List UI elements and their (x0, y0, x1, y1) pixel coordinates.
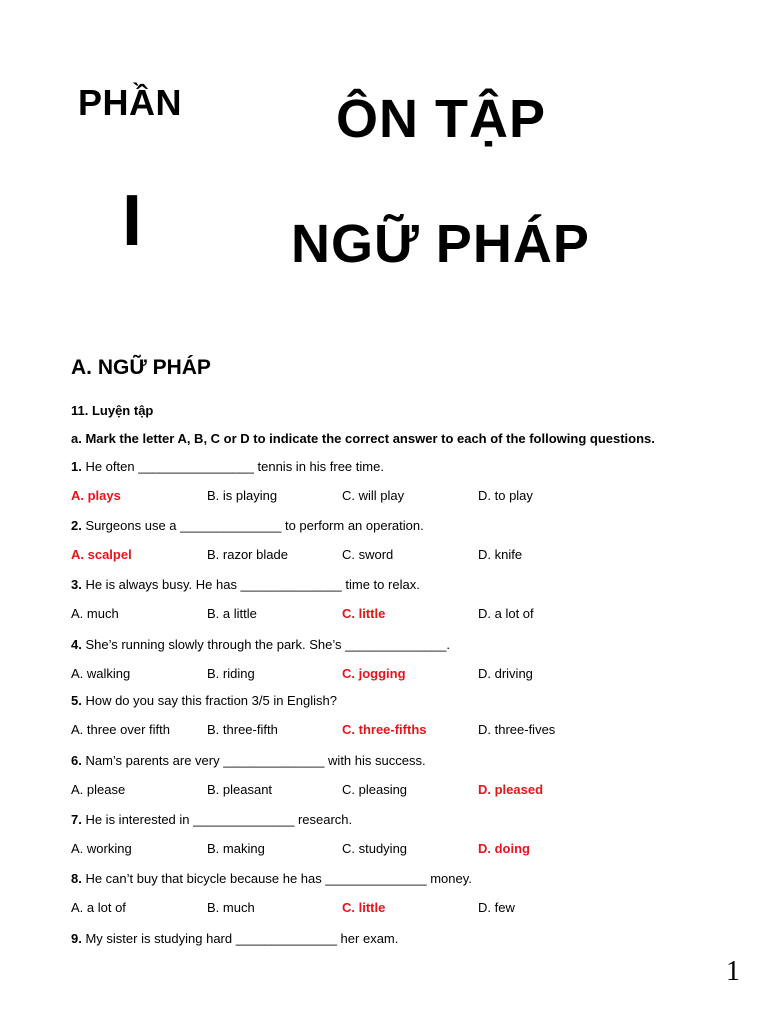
question-text: He is interested in ______________ research. (81, 812, 353, 827)
question-text: My sister is studying hard ______________ her exam. (81, 931, 399, 946)
instruction: a. Mark the letter A, B, C or D to indicate the correct answer to each of the following questions. (71, 431, 655, 446)
question-number: 8. (71, 871, 82, 886)
answer-option-6-a: A. please (71, 782, 126, 797)
question-1 (71, 459, 384, 474)
answer-option-6-d: D. pleased (478, 782, 544, 797)
title-line-1: ÔN TẬP (336, 89, 547, 149)
answer-option-8-b: B. much (207, 900, 255, 915)
answer-option-8-a: A. a lot of (71, 900, 126, 915)
answer-option-2-d: D. knife (478, 547, 523, 562)
question-text: He is always busy. He has ______________ time to relax. (81, 577, 420, 592)
question-number: 5. (71, 693, 82, 708)
question-number: 9. (71, 931, 82, 946)
question-6 (71, 753, 426, 768)
answer-option-5-a: A. three over fifth (71, 722, 170, 737)
answer-option-8-c: C. little (342, 900, 386, 915)
question-2 (71, 518, 424, 533)
answer-option-3-d: D. a lot of (478, 606, 534, 621)
subsection-title: 11. Luyện tập (71, 403, 154, 418)
answer-option-1-a: A. plays (71, 488, 121, 503)
answer-option-1-b: B. is playing (207, 488, 278, 503)
answer-option-7-c: C. studying (342, 841, 408, 856)
answer-option-3-a: A. much (71, 606, 119, 621)
question-5 (71, 693, 337, 708)
question-number: 3. (71, 577, 82, 592)
answer-option-4-b: B. riding (207, 666, 255, 681)
answer-option-5-c: C. three-fifths (342, 722, 427, 737)
answer-option-7-a: A. working (71, 841, 132, 856)
question-text: How do you say this fraction 3/5 in English? (81, 693, 337, 708)
title-line-2: NGỮ PHÁP (291, 214, 590, 274)
answer-option-2-c: C. sword (342, 547, 394, 562)
answer-option-4-a: A. walking (71, 666, 131, 681)
question-9 (71, 931, 398, 946)
question-number: 1. (71, 459, 82, 474)
question-8 (71, 871, 472, 886)
answer-option-6-c: C. pleasing (342, 782, 408, 797)
answer-option-2-a: A. scalpel (71, 547, 132, 562)
answer-option-5-b: B. three-fifth (207, 722, 278, 737)
part-number: I (122, 181, 143, 261)
answer-option-5-d: D. three-fives (478, 722, 556, 737)
answer-option-1-c: C. will play (342, 488, 405, 503)
part-label: PHẦN (78, 82, 183, 123)
question-number: 7. (71, 812, 82, 827)
answer-option-6-b: B. pleasant (207, 782, 273, 797)
question-text: Surgeons use a ______________ to perform an operation. (81, 518, 424, 533)
question-text: Nam’s parents are very ______________ with his success. (81, 753, 426, 768)
question-7 (71, 812, 352, 827)
answer-option-7-b: B. making (207, 841, 265, 856)
answer-option-1-d: D. to play (478, 488, 533, 503)
question-number: 2. (71, 518, 82, 533)
answer-option-3-b: B. a little (207, 606, 257, 621)
answer-option-7-d: D. doing (478, 841, 530, 856)
question-number: 4. (71, 637, 82, 652)
question-4 (71, 637, 450, 652)
page-number: 1 (726, 956, 740, 987)
answer-option-4-c: C. jogging (342, 666, 406, 681)
answer-option-4-d: D. driving (478, 666, 533, 681)
section-title: A. NGỮ PHÁP (71, 356, 211, 379)
answer-option-8-d: D. few (478, 900, 515, 915)
question-text: He can’t buy that bicycle because he has ______________ money. (81, 871, 472, 886)
answer-option-3-c: C. little (342, 606, 386, 621)
question-3 (71, 577, 420, 592)
question-text: She’s running slowly through the park. She’s ______________. (81, 637, 450, 652)
question-text: He often ________________ tennis in his free time. (81, 459, 384, 474)
answer-option-2-b: B. razor blade (207, 547, 288, 562)
question-number: 6. (71, 753, 82, 768)
